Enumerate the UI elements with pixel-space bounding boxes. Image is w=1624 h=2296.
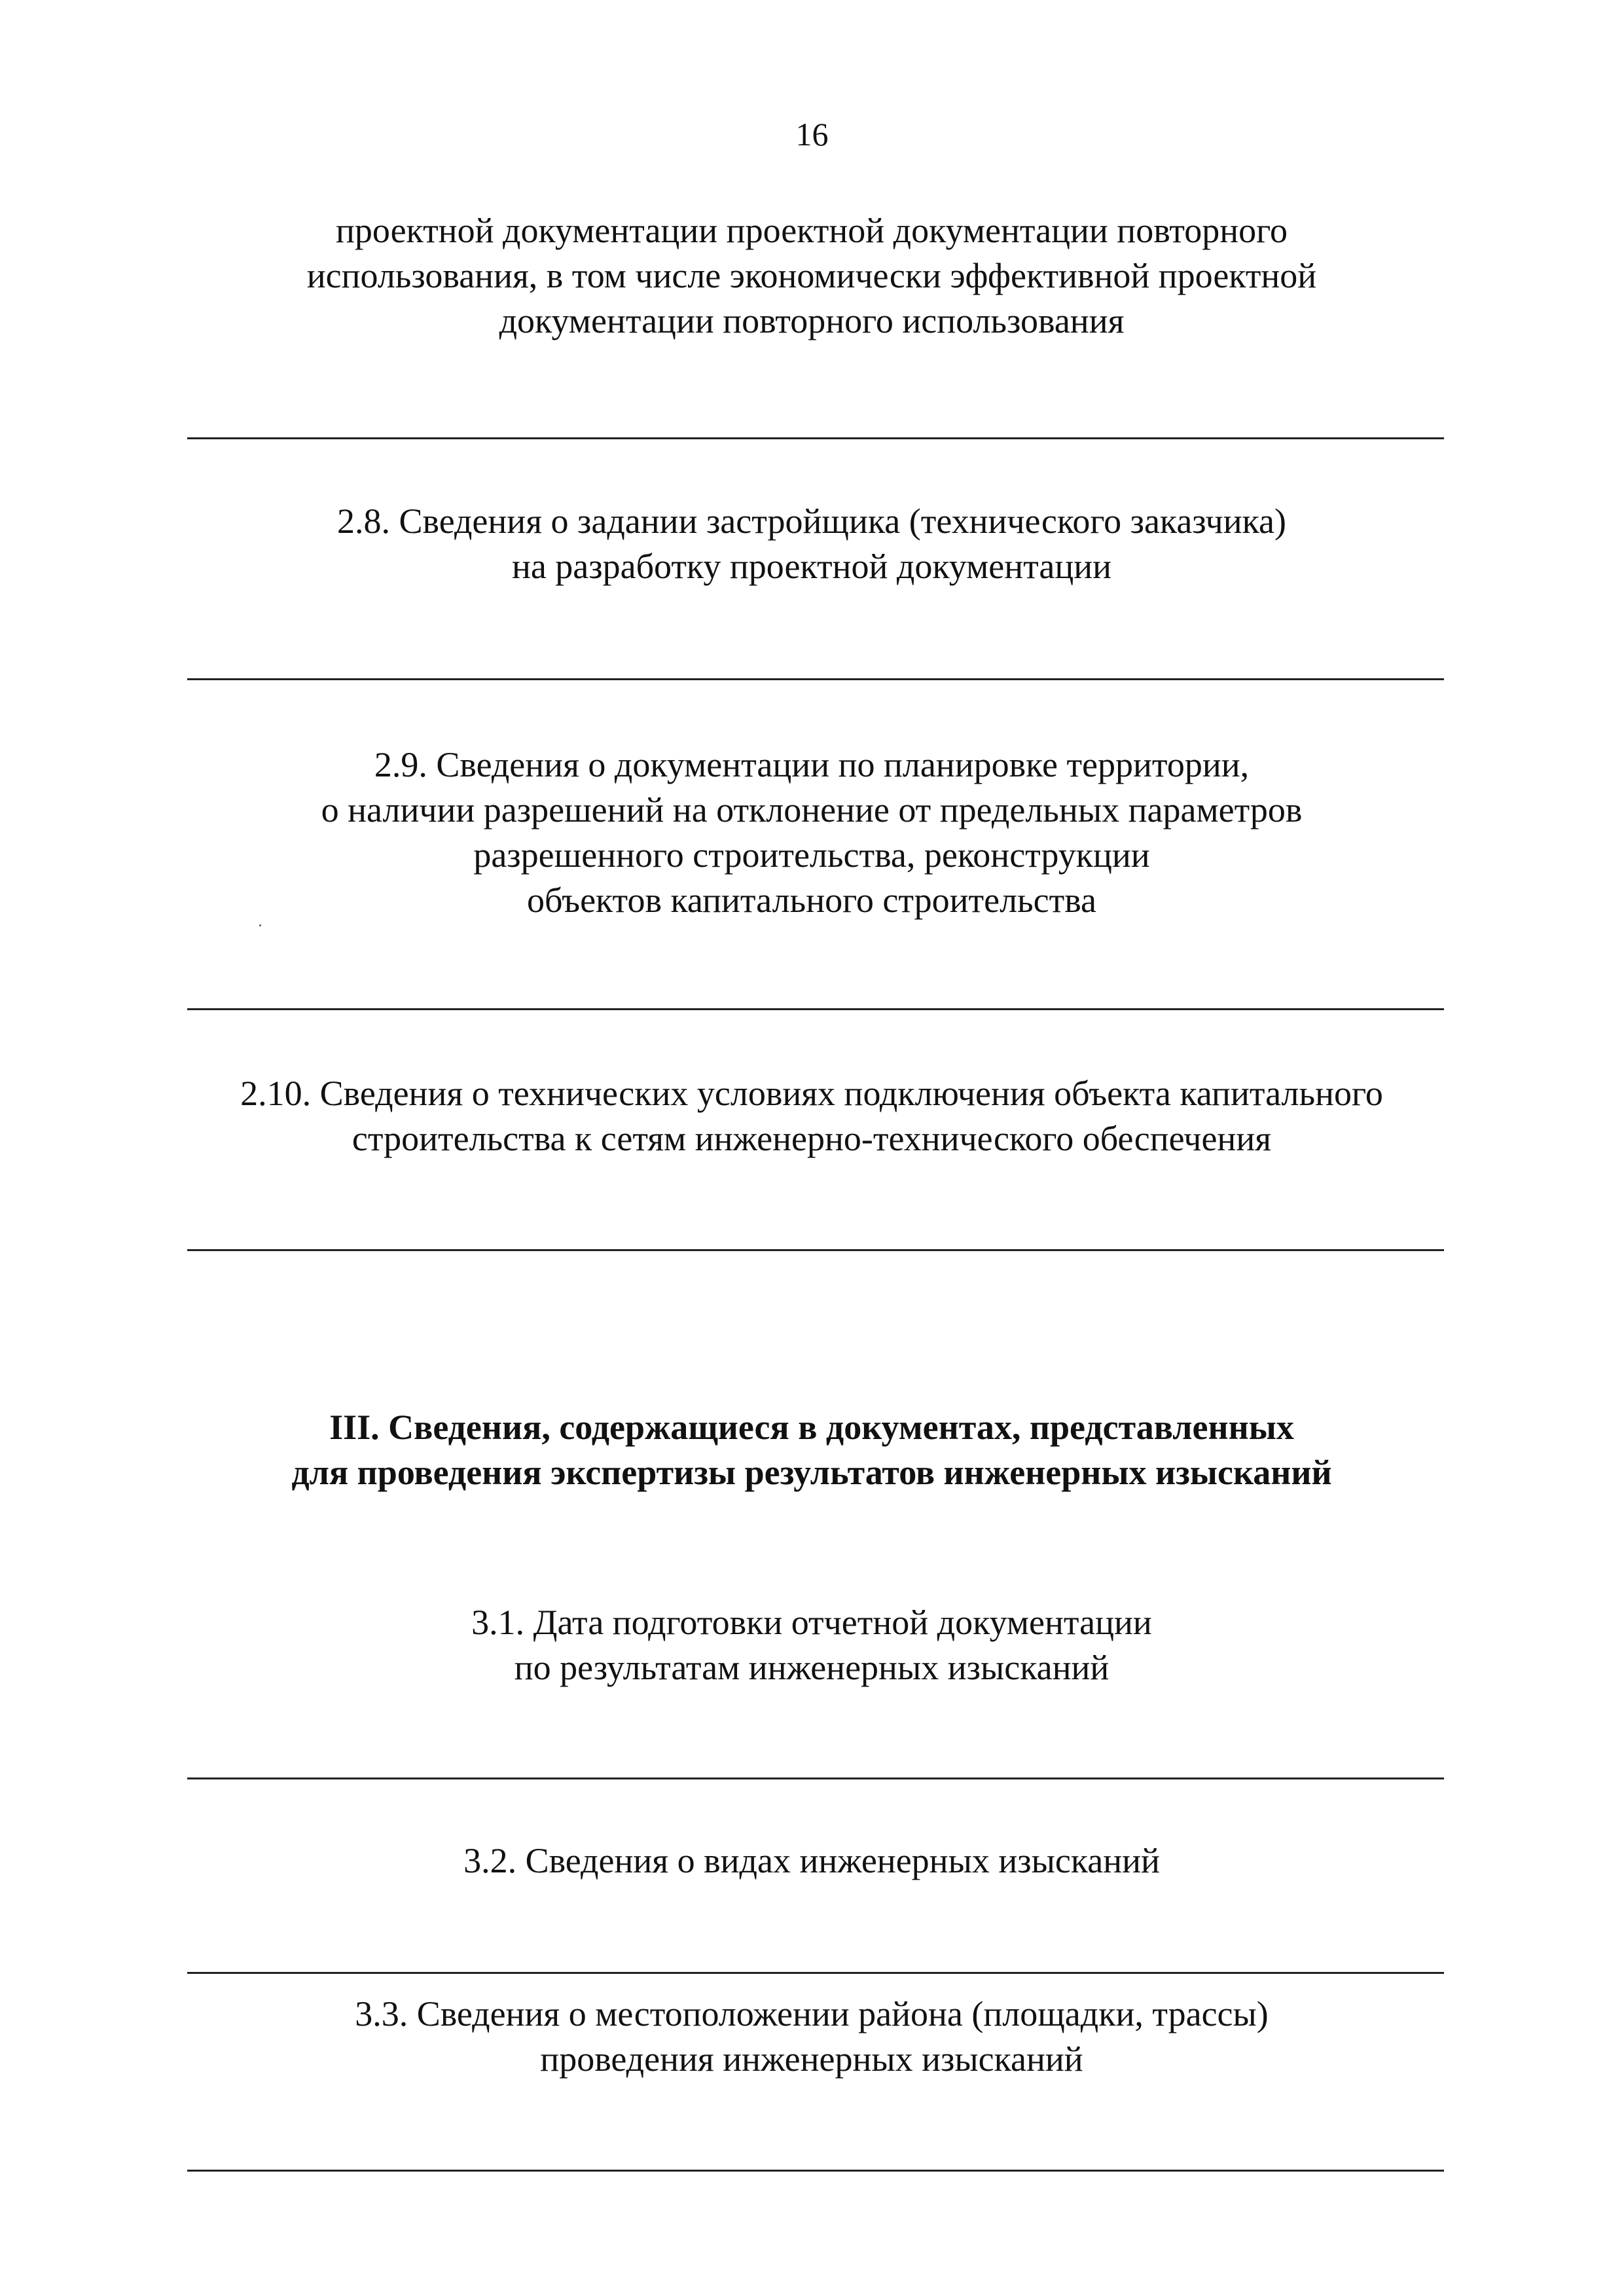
section-3-1-line: по результатам инженерных изысканий [514,1648,1110,1687]
answer-line-3-2 [187,1972,1444,1974]
section-2-9-line: 2.9. Сведения о документации по планировке территории, [374,745,1250,784]
answer-line-2-8 [187,678,1444,680]
section-3-3 [157,1992,1466,2082]
section-3-1 [157,1600,1466,1690]
scan-speck [259,924,261,926]
section-3-heading [157,1405,1466,1495]
section-3-heading-line: для проведения экспертизы результатов инженерных изысканий [291,1453,1332,1492]
answer-line-3-3 [187,2170,1444,2172]
section-3-3-line: проведения инженерных изысканий [540,2039,1083,2079]
answer-line-2-7 [187,437,1444,439]
section-2-10 [157,1071,1466,1161]
continuation-line: проектной документации проектной документации повторного [336,211,1288,250]
page-number: 16 [795,116,829,153]
section-2-10-line: 2.10. Сведения о технических условиях подключения объекта капитального [240,1074,1383,1113]
section-2-9-line: объектов капитального строительства [527,881,1096,920]
answer-line-2-10 [187,1249,1444,1251]
section-3-1-line: 3.1. Дата подготовки отчетной документации [471,1603,1152,1642]
continuation-line: использования, в том числе экономически эффективной проектной [306,256,1317,295]
section-2-9-line: о наличии разрешений на отклонение от предельных параметров [321,790,1303,829]
section-2-8-line: на разработку проектной документации [511,547,1112,586]
section-2-9-line: разрешенного строительства, реконструкции [473,835,1150,875]
section-2-8 [157,499,1466,589]
section-3-2-line: 3.2. Сведения о видах инженерных изысканий [463,1841,1160,1880]
section-3-2 [157,1838,1466,1884]
answer-line-2-9 [187,1008,1444,1010]
answer-line-3-1 [187,1777,1444,1779]
section-3-heading-line: III. Сведения, содержащиеся в документах, представленных [329,1408,1294,1447]
continuation-line: документации повторного использования [499,301,1125,340]
section-2-9 [157,742,1466,923]
section-2-10-line: строительства к сетям инженерно-технического обеспечения [352,1119,1272,1158]
section-2-8-line: 2.8. Сведения о задании застройщика (технического заказчика) [337,501,1286,541]
section-3-3-line: 3.3. Сведения о местоположении района (площадки, трассы) [355,1994,1269,2033]
continuation-text [157,208,1466,344]
